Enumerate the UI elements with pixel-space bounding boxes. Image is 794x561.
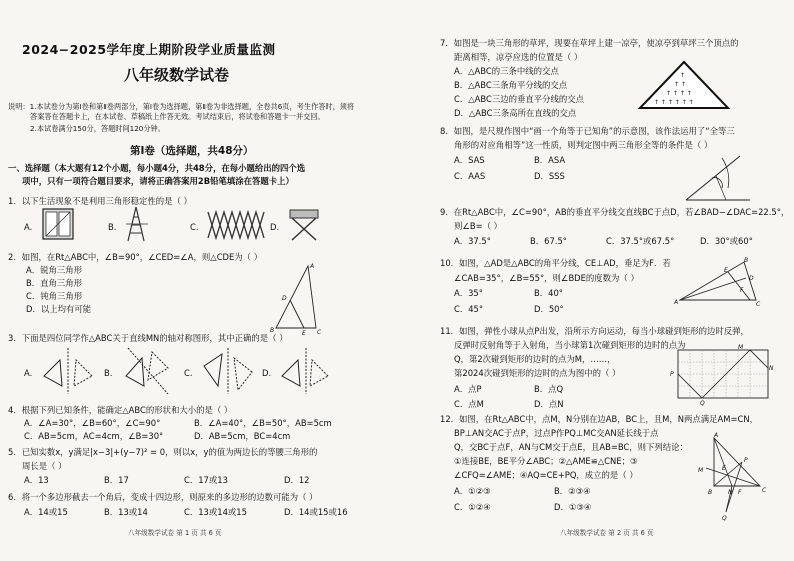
- figure-label-n: N: [728, 489, 733, 496]
- question-7-option-c: C．△ABC三边的垂直平分线的交点: [454, 94, 584, 104]
- question-7-option-b: B．△ABC三条角平分线的交点: [454, 80, 568, 90]
- question-12-stem-line-4: ①连接BE，BE平分∠ABC；②△AME≌△CNE；③: [454, 456, 638, 466]
- question-6-option-d: D．14或15或16: [284, 507, 348, 517]
- window-frame-picture: [42, 208, 76, 240]
- svg-text:↑ ↑ ↑ ↑: ↑ ↑ ↑ ↑: [666, 90, 692, 97]
- question-10-option-c: C．45°: [454, 304, 484, 314]
- part1-instructions-2: 项中，只有一项符合题目要求，请将正确答案用2B铅笔填涂在答题卡上）: [22, 176, 294, 186]
- page-1-footer: 八年级数学试卷 第 1 页 共 6 页: [128, 529, 222, 537]
- figure-label-n: N: [769, 365, 774, 372]
- question-4-stem: 4．根据下列已知条件，能确定△ABC的形状和大小的是（ ）: [8, 405, 233, 415]
- question-1-option-b: B.: [108, 222, 117, 232]
- question-8-option-c: C．AAS: [454, 171, 486, 181]
- question-4-option-c: C．AB=5cm，AC=4cm，∠B=30°: [24, 431, 164, 441]
- part1-instructions-1: 一、选择题（本大题有12个小题，每小题4分，共48分，在每小题给出的四个选: [8, 163, 306, 173]
- question-10-stem-line-2: ∠CAB=35°，∠B=55°，则∠BDE的度数为（ ）: [454, 273, 639, 283]
- question-9-option-c: C．37.5°或67.5°: [606, 236, 675, 246]
- figure-label-q: Q: [700, 400, 705, 407]
- question-1-option-a: A.: [24, 222, 33, 232]
- question-12-triangle-figure: [696, 432, 772, 520]
- question-3-option-a: A.: [24, 368, 33, 378]
- question-11-stem-line-4: 第2024次碰到矩形的边时的点为图中的（ ）: [454, 368, 621, 378]
- question-10-option-d: D．50°: [534, 304, 564, 314]
- question-6-stem: 6．将一个多边形截去一个角后，变成十四边形，则原来的多边形的边数可能为（ ）: [8, 492, 318, 502]
- question-11-stem-line-2: 反弹时反射角等于入射角，当小球第1次碰到矩形的边时的点为: [454, 340, 686, 350]
- question-6-option-c: C．13或14或15: [184, 507, 247, 517]
- question-10-option-b: B．40°: [534, 288, 563, 298]
- question-2-triangle-figure: [262, 262, 322, 337]
- exam-header-title: 2024−2025学年度上期阶段学业质量监测: [22, 42, 276, 57]
- question-12-stem-line-3: Q，交BC于点F，AN与CM交于点E，且AB=BC，则下列结论：: [454, 442, 688, 452]
- note-line-2: 答案答在答题卡上，在本试卷、草稿纸上作答无效。考试结束后，将试卷和答题卡一并交回。: [30, 112, 325, 121]
- question-11-stem-line-3: Q，第2次碰到矩形的边时的点为M，……，: [454, 354, 616, 364]
- figure-label-f: F: [738, 489, 742, 496]
- question-2-option-c: C．钝角三角形: [26, 291, 83, 301]
- question-5-option-c: C．17或13: [184, 475, 228, 485]
- question-11-option-b: B．点Q: [534, 384, 564, 394]
- ladder-picture: [122, 206, 152, 242]
- question-12-option-d: D．①③④: [554, 502, 592, 512]
- figure-label-c: C: [762, 487, 767, 494]
- question-3-figure-c: [198, 346, 258, 396]
- question-10-triangle-figure: [674, 258, 762, 308]
- question-1-stem: 1．以下生活现象不是利用三角形稳定性的是（ ）: [8, 196, 192, 206]
- figure-label-p: P: [744, 457, 748, 464]
- question-1-option-d: D.: [270, 222, 280, 232]
- figure-label-e: E: [302, 330, 306, 337]
- figure-label-a: A: [674, 299, 679, 306]
- figure-label-p: P: [670, 371, 674, 378]
- question-5-option-b: B．17: [104, 475, 129, 485]
- question-7-option-d: D．△ABC三条高所在直线的交点: [454, 108, 577, 118]
- billiard-rectangle-figure: [670, 344, 774, 407]
- question-8-stem-line-2: 角形的对应角相等”这一性质，则判定图中两三角形全等的条件是（ ）: [454, 140, 713, 150]
- question-12-option-c: C．①②④: [454, 502, 491, 512]
- question-5-option-a: A．13: [24, 475, 49, 485]
- figure-label-m: M: [698, 467, 704, 474]
- figure-label-b: B: [270, 327, 275, 334]
- question-8-option-a: A．SAS: [454, 155, 485, 165]
- figure-label-c: C: [756, 301, 761, 308]
- question-5-option-d: D．12: [284, 475, 310, 485]
- exam-title: 八年级数学试卷: [124, 66, 230, 84]
- question-9-option-d: D．30°或60°: [700, 236, 753, 246]
- figure-label-c: C: [317, 329, 322, 336]
- figure-label-a: A: [714, 432, 719, 439]
- question-7-stem-line-1: 7．如图是一块三角形的草坪，现要在草坪上建一凉亭，使凉亭到草坪三个顶点的: [440, 38, 739, 48]
- question-1-option-c: C.: [190, 222, 199, 232]
- question-3-option-c: C.: [184, 368, 193, 378]
- question-12-stem-line-2: BP⊥AN交AC于点P，过点P作PQ⊥MC交AN延长线于点: [454, 428, 659, 438]
- compass-construction-figure: [682, 148, 752, 204]
- figure-label-d: D: [282, 295, 287, 302]
- question-6-option-b: B．13或14: [104, 507, 148, 517]
- figure-label-m: M: [738, 344, 744, 351]
- exam-page-2: [400, 0, 794, 561]
- question-8-option-d: D．SSS: [534, 171, 565, 181]
- svg-text:↑: ↑: [680, 72, 686, 79]
- question-2-option-b: B．直角三角形: [26, 278, 82, 288]
- question-2-option-a: A．锐角三角形: [26, 265, 82, 275]
- question-4-option-a: A．∠A=30°，∠B=60°，∠C=90°: [24, 418, 161, 428]
- lawn-triangle-figure: [636, 60, 732, 112]
- question-9-stem-line-1: 9．在Rt△ABC中，∠C=90°，AB的垂直平分线交直线BC于点D，若∠BAD−∠DAC=22.5°，: [440, 207, 790, 217]
- figure-label-d: D: [749, 275, 754, 282]
- question-9-option-a: A．37.5°: [454, 236, 491, 246]
- figure-label-e: E: [724, 267, 728, 274]
- question-7-option-a: A．△ABC的三条中线的交点: [454, 66, 559, 76]
- figure-label-b: B: [708, 489, 713, 496]
- figure-label-b: B: [744, 257, 749, 264]
- question-12-option-a: A．①②③: [454, 486, 491, 496]
- question-5-stem-line-1: 5．已知实数x，y满足|x−3|+(y−7)² = 0，则以x，y的值为两边长的等腰三角形的: [8, 447, 318, 457]
- figure-label-f: F: [740, 287, 744, 294]
- figure-label-a: A: [310, 263, 315, 270]
- grid-lines: [678, 350, 768, 398]
- question-3-figure-d: [276, 346, 336, 396]
- question-7-stem-line-2: 距离相等，凉亭应选的位置是（ ）: [454, 52, 583, 62]
- question-10-option-a: A．35°: [454, 288, 483, 298]
- figure-label-q: Q: [722, 515, 727, 522]
- svg-text:↑ ↑ ↑ ↑ ↑ ↑: ↑ ↑ ↑ ↑ ↑ ↑: [654, 99, 694, 106]
- question-9-option-b: B．67.5°: [530, 236, 567, 246]
- question-8-option-b: B．ASA: [534, 155, 566, 165]
- question-5-stem-line-2: 周长是（ ）: [22, 461, 67, 471]
- question-11-stem-line-1: 11．如图，弹性小球从点P出发，沿所示方向运动，每当小球碰到矩形的边时反弹，: [440, 326, 749, 336]
- question-10-stem-line-1: 10．如图，△AD是△ABC的角平分线，CE⊥AD，垂足为F．若: [440, 258, 671, 268]
- question-12-option-b: B．②③④: [554, 486, 591, 496]
- note-line-1: 说明：1.本试卷分为第Ⅰ卷和第Ⅱ卷两部分，第Ⅰ卷为选择题，第Ⅱ卷为非选择题，全卷共6页，考生作答时，须将: [8, 102, 355, 111]
- folding-stool-picture: [286, 206, 324, 242]
- svg-text:↑ ↑: ↑ ↑: [674, 81, 686, 88]
- question-12-stem-line-5: ∠CFQ=∠AME；④AQ=CE+PQ，成立的是（ ）: [454, 470, 638, 480]
- question-6-option-a: A．14或15: [24, 507, 68, 517]
- question-3-figure-a: [38, 346, 98, 396]
- note-line-3: 2.本试卷满分150分，答题时间120分钟。: [30, 124, 165, 133]
- page-2-footer: 八年级数学试卷 第 2 页 共 6 页: [560, 529, 654, 537]
- question-3-option-d: D.: [262, 368, 272, 378]
- question-9-stem-line-2: 则∠B=（ ）: [454, 221, 503, 231]
- expandable-gate-picture: [206, 210, 268, 240]
- question-12-stem-line-1: 12．如图，在Rt△ABC中，点M，N分别在边AB，BC上，且M，N两点满足AM=CN，: [440, 414, 758, 424]
- question-3-figure-b: [118, 346, 178, 396]
- question-3-option-b: B.: [104, 368, 113, 378]
- question-11-option-d: D．点N: [534, 399, 564, 409]
- question-4-option-b: B．∠A=40°，∠B=50°，AB=5cm: [194, 418, 332, 428]
- question-8-stem-line-1: 8．如图，是尺规作图中“画一个角等于已知角”的示意图，该作法运用了“全等三: [440, 126, 735, 136]
- question-3-stem: 3．下面是四位同学作△ABC关于直线MN的轴对称图形，其中正确的是（ ）: [8, 333, 288, 343]
- question-2-option-d: D．以上均有可能: [26, 304, 92, 314]
- question-11-option-a: A．点P: [454, 384, 482, 394]
- question-4-option-d: D．AB=5cm，BC=4cm: [194, 431, 291, 441]
- figure-label-e: E: [722, 465, 726, 472]
- question-2-stem: 2．如图，在Rt△ABC中，∠B=90°，∠CED=∠A，则△CDE为（ ）: [8, 252, 263, 262]
- section-title: 第Ⅰ卷（选择题，共48分）: [130, 145, 254, 157]
- question-11-option-c: C．点M: [454, 399, 484, 409]
